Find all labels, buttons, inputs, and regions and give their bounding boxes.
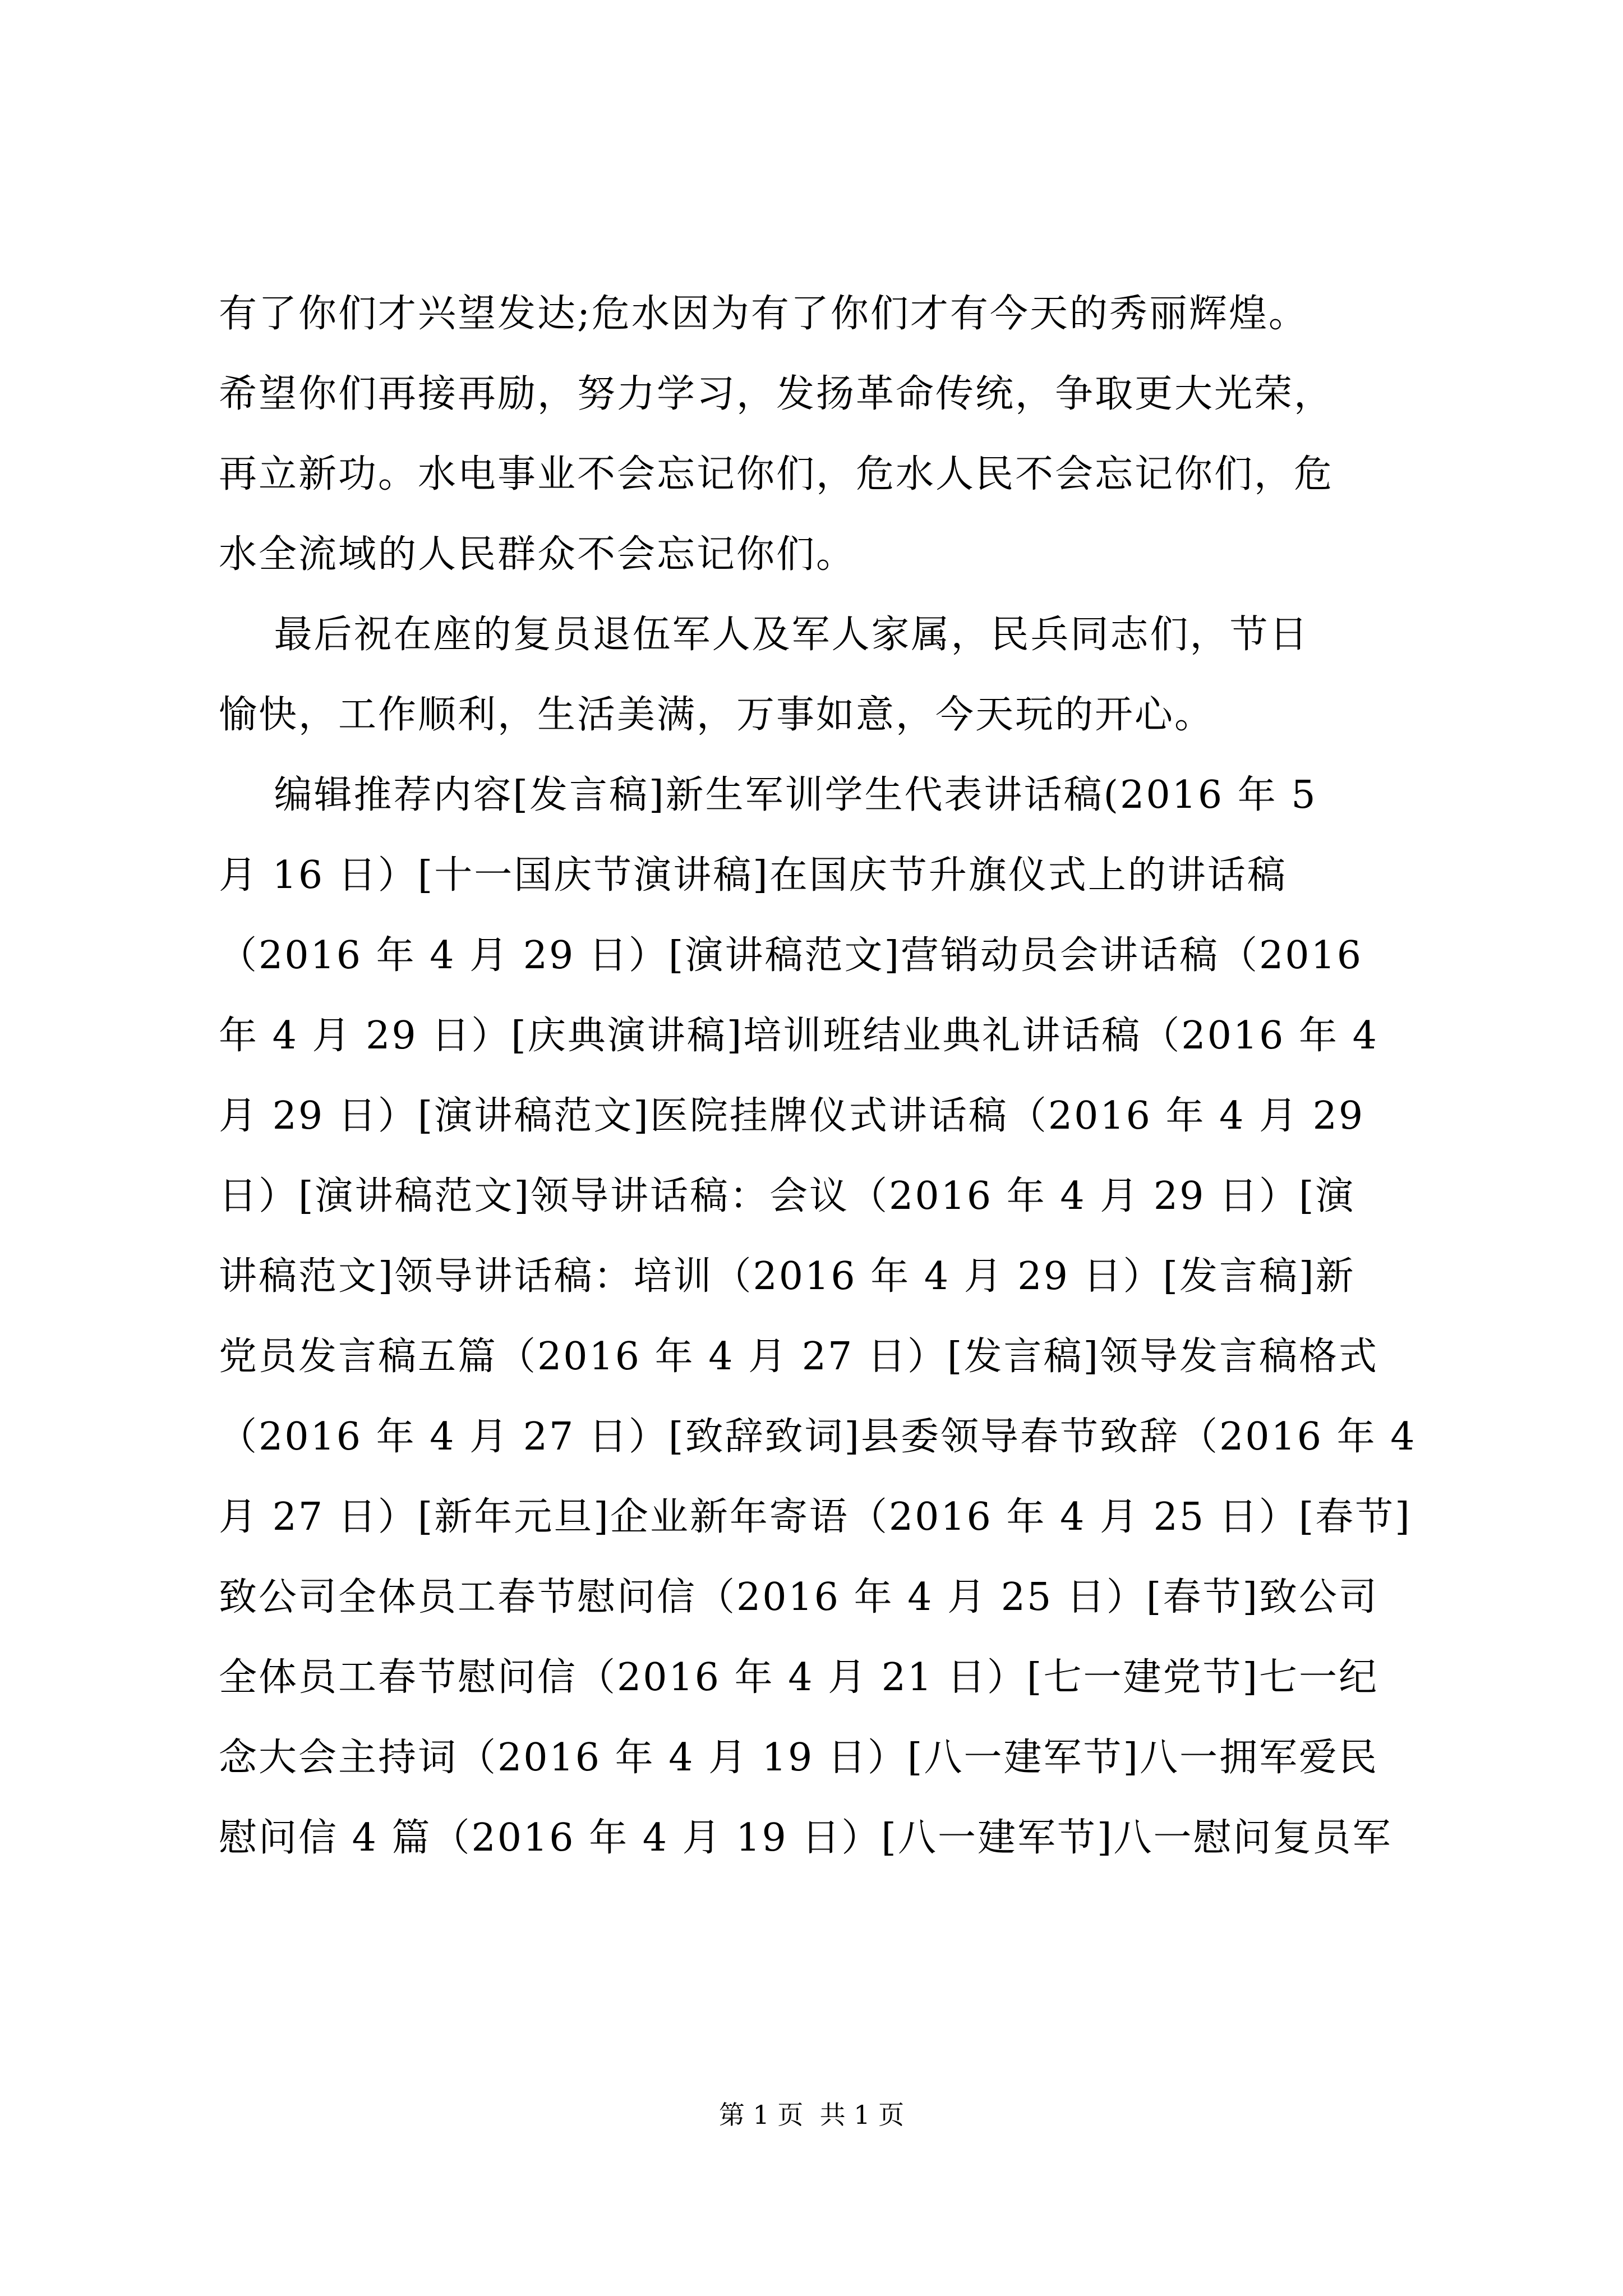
- text-line: 有了你们才兴望发达;危水因为有了你们才有今天的秀丽辉煌。: [219, 292, 1308, 336]
- text-line: 讲稿范文]领导讲话稿：培训（2016 年 4 月 29 日）[发言稿]新: [219, 1254, 1355, 1299]
- text-line: 致公司全体员工春节慰问信（2016 年 4 月 25 日）[春节]致公司: [219, 1575, 1378, 1619]
- text-line: 月 27 日）[新年元旦]企业新年寄语（2016 年 4 月 25 日）[春节]: [219, 1495, 1412, 1539]
- text-line: 日）[演讲稿范文]领导讲话稿：会议（2016 年 4 月 29 日）[演: [219, 1174, 1355, 1218]
- text-line: 念大会主持词（2016 年 4 月 19 日）[八一建军节]八一拥军爱民: [219, 1736, 1378, 1780]
- text-line: 再立新功。水电事业不会忘记你们，危水人民不会忘记你们，危: [219, 452, 1334, 496]
- text-line: （2016 年 4 月 29 日）[演讲稿范文]营销动员会讲话稿（2016: [219, 933, 1363, 978]
- text-line: 年 4 月 29 日）[庆典演讲稿]培训班结业典礼讲话稿（2016 年 4: [219, 1014, 1378, 1058]
- text-line: 希望你们再接再励，努力学习，发扬革命传统，争取更大光荣，: [219, 372, 1334, 416]
- text-line: 愉快，工作顺利，生活美满，万事如意，今天玩的开心。: [219, 693, 1215, 737]
- text-line: 水全流域的人民群众不会忘记你们。: [219, 532, 856, 577]
- text-line: 全体员工春节慰问信（2016 年 4 月 21 日）[七一建党节]七一纪: [219, 1655, 1378, 1700]
- text-line: （2016 年 4 月 27 日）[致辞致词]县委领导春节致辞（2016 年 4: [219, 1415, 1417, 1459]
- text-line: 编辑推荐内容[发言稿]新生军训学生代表讲话稿(2016 年 5: [219, 773, 1317, 817]
- text-line: 月 16 日）[十一国庆节演讲稿]在国庆节升旗仪式上的讲话稿: [219, 853, 1287, 898]
- text-line: 慰问信 4 篇（2016 年 4 月 19 日）[八一建军节]八一慰问复员军: [219, 1816, 1393, 1860]
- text-line: 月 29 日）[演讲稿范文]医院挂牌仪式讲话稿（2016 年 4 月 29: [219, 1094, 1365, 1138]
- text-line: 最后祝在座的复员退伍军人及军人家属，民兵同志们，节日: [219, 613, 1310, 657]
- page-footer: 第 1 页 共 1 页: [718, 2100, 905, 2130]
- text-line: 党员发言稿五篇（2016 年 4 月 27 日）[发言稿]领导发言稿格式: [219, 1335, 1378, 1379]
